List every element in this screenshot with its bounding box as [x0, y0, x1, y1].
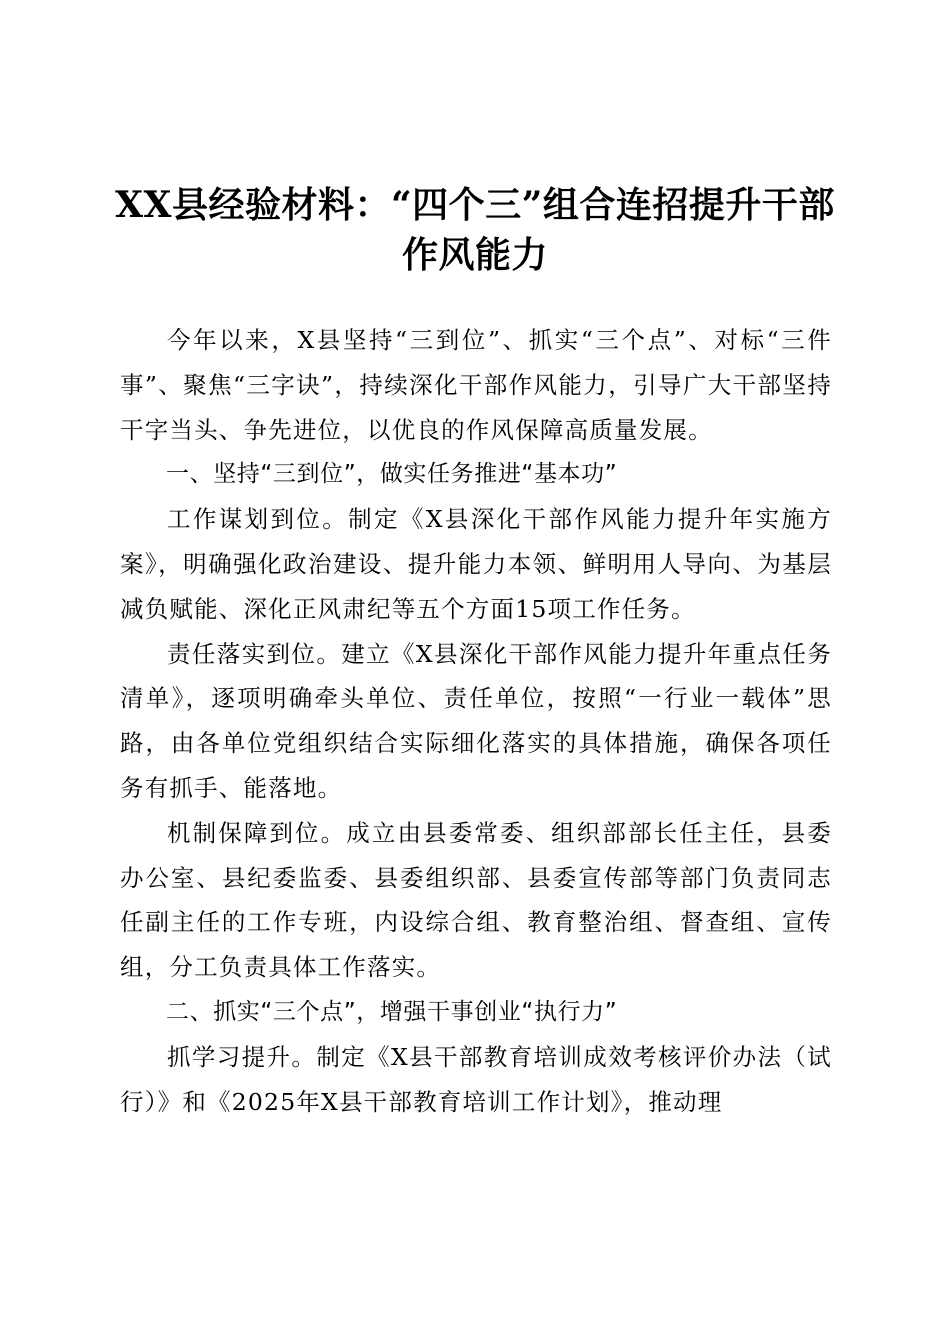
- paragraph-study: 抓学习提升。制定《X县干部教育培训成效考核评价办法（试行）》和《2025年X县干部教育培训工作计划》，推动理: [120, 1042, 832, 1116]
- section-heading-2: 二、抓实“三个点”，增强干事创业“执行力”: [166, 998, 618, 1025]
- paragraph-responsibility: 责任落实到位。建立《X县深化干部作风能力提升年重点任务清单》，逐项明确牵头单位、责任单位，按照“一行业一载体”思路，由各单位党组织结合实际细化落实的具体措施，确保各项任务有抓手、能落地。: [120, 639, 832, 802]
- intro-paragraph: 今年以来，X县坚持“三到位”、抓实“三个点”、对标“三件事”、聚焦“三字诀”，持续深化干部作风能力，引导广大干部坚持干字当头、争先进位，以优良的作风保障高质量发展。: [120, 326, 832, 444]
- paragraph-work-planning: 工作谋划到位。制定《X县深化干部作风能力提升年实施方案》，明确强化政治建设、提升能力本领、鲜明用人导向、为基层减负赋能、深化正风肃纪等五个方面15项工作任务。: [120, 505, 832, 623]
- document-title: XX县经验材料：“四个三”组合连招提升干部作风能力: [115, 184, 835, 276]
- document-body: [120, 318, 832, 1124]
- paragraph-mechanism: 机制保障到位。成立由县委常委、组织部部长任主任，县委办公室、县纪委监委、县委组织部、县委宣传部等部门负责同志任副主任的工作专班，内设综合组、教育整治组、督查组、宣传组，分工负责具体工作落实。: [120, 818, 832, 982]
- section-heading-1: 一、坚持“三到位”，做实任务推进“基本功”: [166, 461, 618, 488]
